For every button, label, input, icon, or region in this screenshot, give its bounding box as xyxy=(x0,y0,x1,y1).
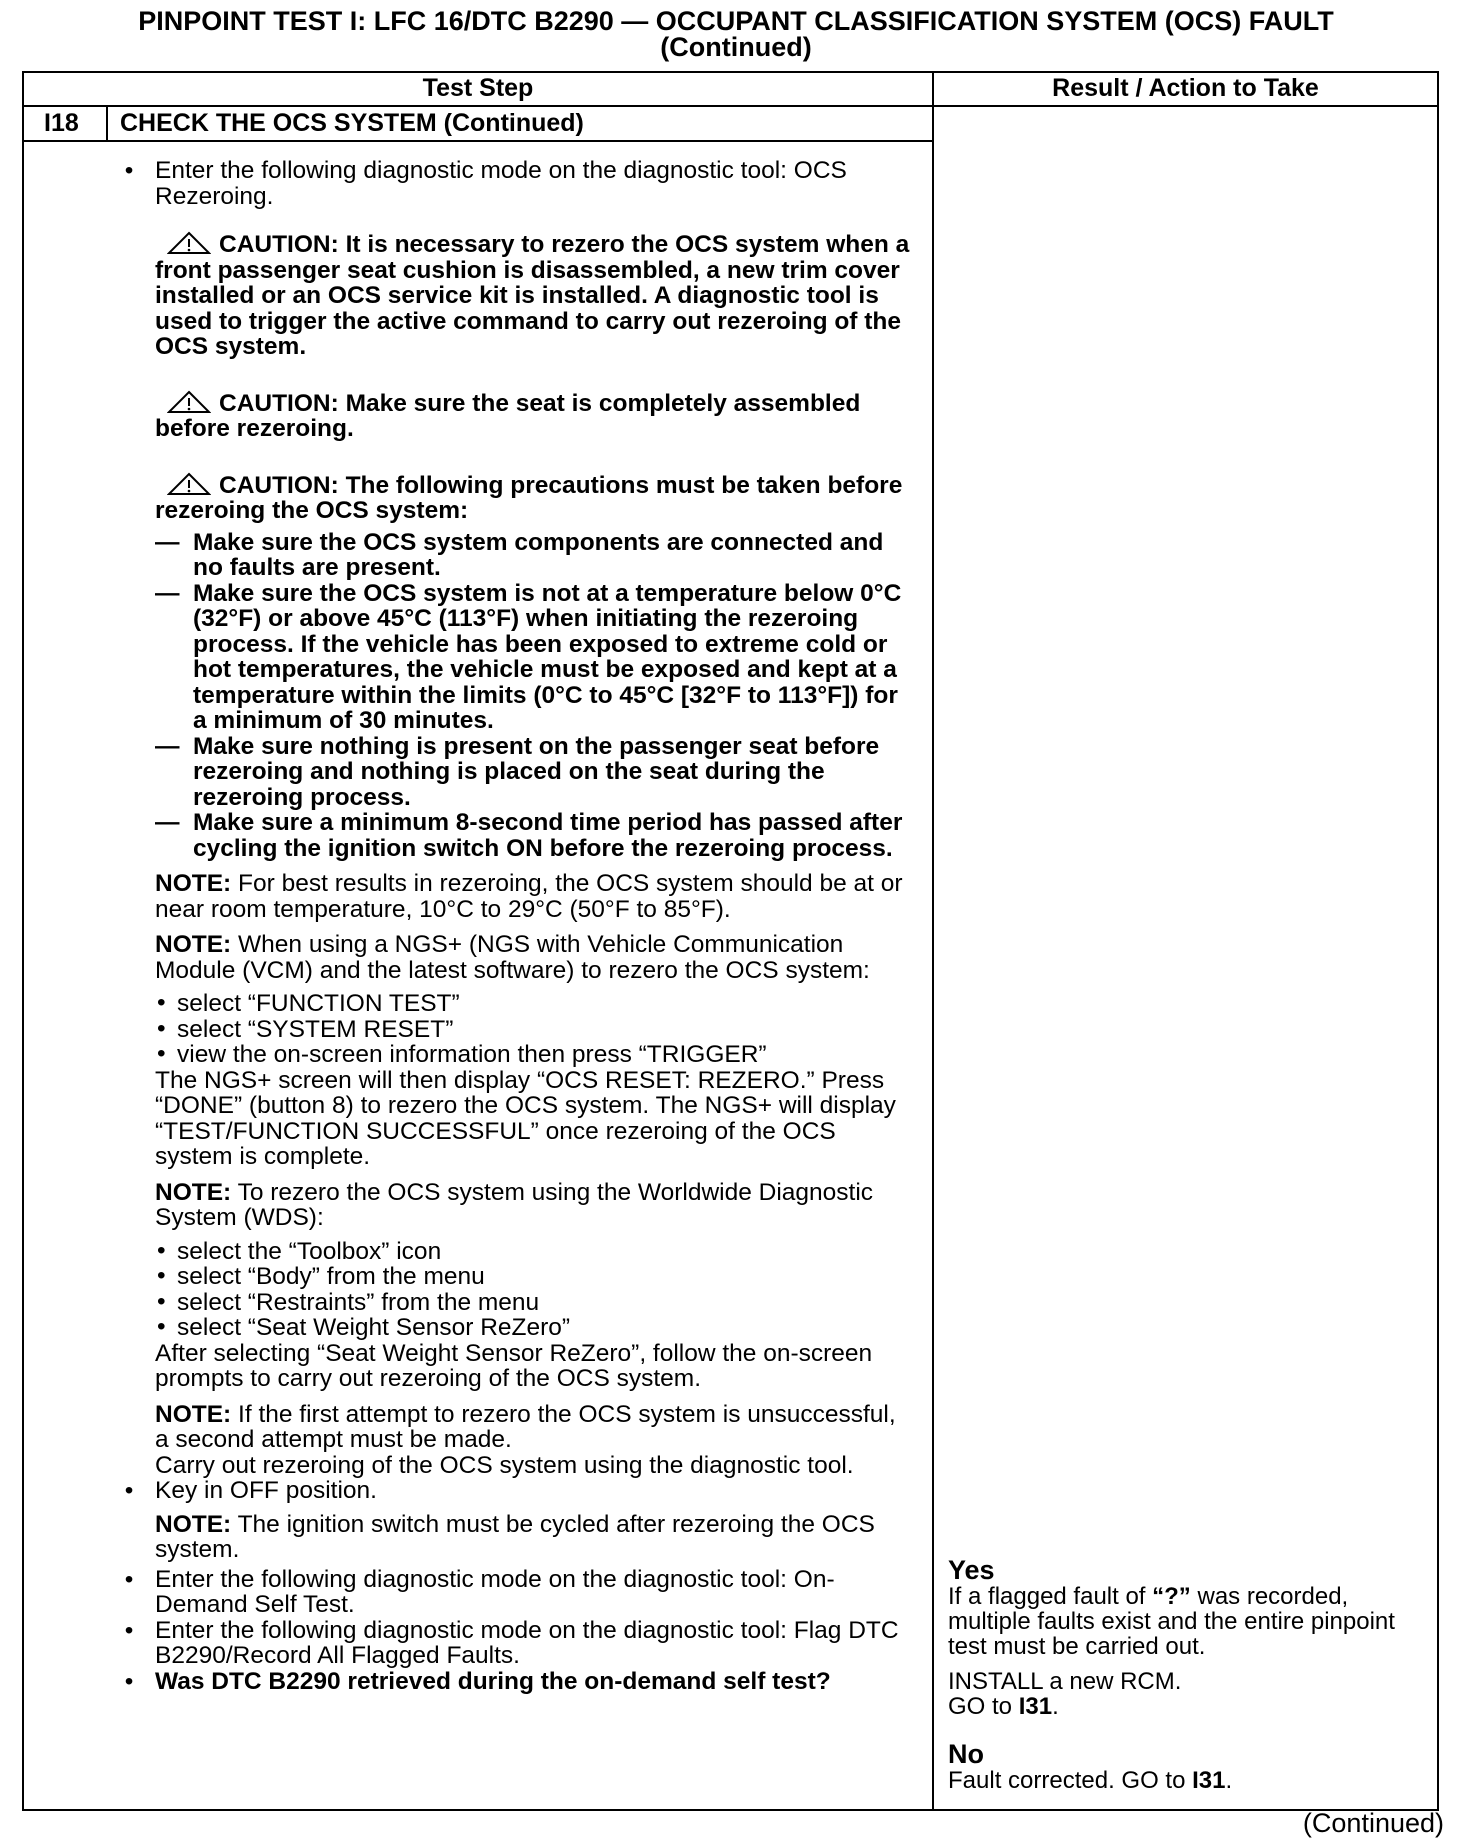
dash-icon: — xyxy=(155,579,180,607)
result-no-block xyxy=(948,1740,1433,1793)
bullet-icon: • xyxy=(124,1667,134,1695)
column-divider xyxy=(932,71,934,1811)
caution-block xyxy=(155,231,915,360)
precaution-list xyxy=(155,530,915,862)
ngs-after-text: The NGS+ screen will then display “OCS RESET: REZERO.” Press “DONE” (button 8) to rezero the OCS system. The NGS+ will display “TEST/FUNCTION SUCCESSFUL” once rezeroing of the OCS system is complete. xyxy=(155,1066,896,1170)
caution-block xyxy=(155,472,915,524)
result-yes-block xyxy=(948,1556,1433,1719)
list-item: — Make sure a minimum 8-second time period has passed after cycling the ignition switch ON before the rezeroing process. xyxy=(155,809,903,862)
dash-icon: — xyxy=(155,528,180,556)
step-id: I18 xyxy=(44,109,79,137)
list-item: • Key in OFF position. xyxy=(155,1478,915,1504)
warning-triangle-icon xyxy=(167,231,211,255)
bullet-icon: • xyxy=(157,1287,166,1315)
warning-triangle-icon xyxy=(167,390,211,414)
header-test-step: Test Step xyxy=(422,74,534,102)
result-yes-label: Yes xyxy=(948,1555,995,1585)
list-item: • select “SYSTEM RESET” xyxy=(157,1014,454,1043)
bullet-icon: • xyxy=(124,1616,134,1644)
bullet-icon: • xyxy=(124,1565,134,1593)
list-item: • select “Seat Weight Sensor ReZero” xyxy=(157,1313,571,1341)
header-divider xyxy=(22,105,1439,107)
warning-triangle-icon xyxy=(167,472,211,496)
step-row-divider xyxy=(22,140,934,142)
page-title-line2: (Continued) xyxy=(660,32,812,62)
result-no-text: Fault corrected. GO to I31. xyxy=(948,1767,1233,1794)
list-item: • Enter the following diagnostic mode on the diagnostic tool: Flag DTC B2290/Record All Flagged Faults. xyxy=(155,1618,915,1669)
carry-out-text: Carry out rezeroing of the OCS system using the diagnostic tool. xyxy=(155,1451,854,1479)
list-item: • select “Body” from the menu xyxy=(157,1262,485,1290)
note: NOTE: For best results in rezeroing, the OCS system should be at or near room temperature, 10°C to 29°C (50°F to 85°F). xyxy=(155,870,903,923)
list-item: — Make sure the OCS system components are connected and no faults are present. xyxy=(155,528,884,581)
list-item: • Enter the following diagnostic mode on the diagnostic tool: On-Demand Self Test. xyxy=(155,1567,915,1618)
list-item: — Make sure nothing is present on the passenger seat before rezeroing and nothing is placed on the seat during the rezeroing process. xyxy=(155,732,880,811)
bullet-icon: • xyxy=(157,1040,166,1067)
bullet-icon: • xyxy=(157,989,166,1016)
list-item: • Enter the following diagnostic mode on the diagnostic tool: OCS Rezeroing. xyxy=(155,158,915,209)
bullet-icon: • xyxy=(157,1014,166,1042)
bullet-icon: • xyxy=(157,1262,166,1289)
result-yes-text: If a flagged fault of “?” was recorded, multiple faults exist and the entire pinpoint test must be carried out. xyxy=(948,1583,1395,1660)
bullet-icon: • xyxy=(157,1313,166,1340)
header-result-action: Result / Action to Take xyxy=(1052,74,1319,102)
list-item: • select “Restraints” from the menu xyxy=(157,1287,540,1316)
bullet-icon: • xyxy=(124,157,134,184)
step-title: CHECK THE OCS SYSTEM (Continued) xyxy=(120,109,584,137)
caution-block xyxy=(155,390,915,442)
continued-footer: (Continued) xyxy=(1302,1808,1444,1838)
page-title-line1: PINPOINT TEST I: LFC 16/DTC B2290 — OCCUPANT CLASSIFICATION SYSTEM (OCS) FAULT xyxy=(138,6,1334,36)
dash-icon: — xyxy=(155,809,180,836)
wds-steps-list xyxy=(155,1236,915,1341)
test-step-body xyxy=(124,157,915,1695)
note: NOTE: If the first attempt to rezero the OCS system is unsuccessful, a second attempt must be made. xyxy=(155,1400,896,1453)
caution-text: CAUTION: The following precautions must be taken before rezeroing the OCS system: xyxy=(155,471,903,524)
result-no-label: No xyxy=(948,1739,984,1769)
list-item: — Make sure the OCS system is not at a temperature below 0°C (32°F) or above 45°C (113°F) when initiating the rezeroing process. If the vehicle has been exposed to extreme cold or hot temperatures, the vehicle must be exposed and kept at a temperature within the limits (0°C to 45°C [32°F to 113°F]) for a minimum of 30 minutes. xyxy=(155,579,902,734)
note: NOTE: When using a NGS+ (NGS with Vehicle Communication Module (VCM) and the latest software) to rezero the OCS system: xyxy=(155,931,870,984)
note: NOTE: To rezero the OCS system using the Worldwide Diagnostic System (WDS): xyxy=(155,1178,874,1231)
list-item: • select “FUNCTION TEST” xyxy=(157,989,460,1017)
list-item: • select the “Toolbox” icon xyxy=(157,1236,442,1265)
step-id-divider xyxy=(106,105,108,142)
caution-text: CAUTION: Make sure the seat is completely assembled before rezeroing. xyxy=(155,389,861,442)
note: NOTE: The ignition switch must be cycled after rezeroing the OCS system. xyxy=(155,1510,875,1563)
wds-after-text: After selecting “Seat Weight Sensor ReZero”, follow the on-screen prompts to carry out rezeroing of the OCS system. xyxy=(155,1339,873,1392)
result-goto: GO to I31. xyxy=(948,1693,1059,1720)
dash-icon: — xyxy=(155,732,180,760)
goto-link: I31 xyxy=(1192,1767,1226,1794)
goto-link: I31 xyxy=(1018,1693,1053,1720)
result-install-text: INSTALL a new RCM. xyxy=(948,1668,1182,1695)
ngs-steps-list xyxy=(155,991,915,1068)
list-item: • view the on-screen information then press “TRIGGER” xyxy=(157,1040,767,1068)
bullet-icon: • xyxy=(157,1236,166,1264)
caution-text: CAUTION: It is necessary to rezero the OCS system when a front passenger seat cushion is disassembled, a new trim cover installed or an OCS service kit is installed. A diagnostic tool is used to trigger the active command to carry out rezeroing of the OCS system. xyxy=(155,231,910,360)
list-item: • Was DTC B2290 retrieved during the on-demand self test? xyxy=(155,1669,915,1695)
bullet-icon: • xyxy=(124,1477,134,1504)
page-title xyxy=(0,8,1472,60)
